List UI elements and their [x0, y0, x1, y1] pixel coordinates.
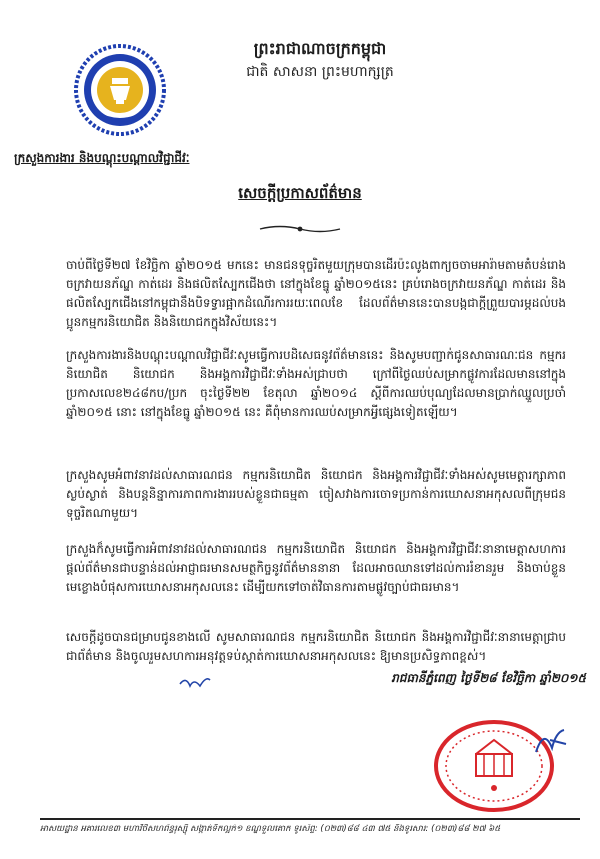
ministry-logo	[72, 42, 168, 138]
body-paragraph-4: ក្រសួងក៏សូមធ្វើការអំពាវនាវដល់សាធារណជន កម្មករនិយោជិត និយោជក និងអង្គការវិជ្ជាជីវៈនានាមេត្តាសហការផ្តល់ព័ត៌មានជាបន្ទាន់ដល់អាជ្ញាធរមានសមត្ថកិច្ចនូវព័ត៌មាននានា ដែលអាចឈានទៅដល់ការរំខានរួម និងចាប់ខ្លួនមេខ្លោងបំផុសការឃោសនាអកុសលនេះ ដើម្បីយកទៅចាត់វិធានការតាមផ្លូវច្បាប់ជាធរមាន។	[66, 542, 566, 594]
body-paragraph-1: ចាប់ពីថ្ងៃទី២៧ ខែវិច្ឆិកា ឆ្នាំ២០១៥ មកនេះ មានជនទុច្ចរិតមួយក្រុមបានដើរប៉ះលូងពាក្យចចាមអារ៉ាមតាមតំបន់រោងចក្រវាយនភ័ណ្ឌ កាត់ដេរ និងផលិតស្បែកជើងថា នៅក្នុងខែធ្នូ ឆ្នាំ២០១៥នេះ គ្រប់រោងចក្រវាយនភ័ណ្ឌ កាត់ដេរ និងផលិតស្បែកជើងនៅកម្ពុជានឹងបិទទ្វារផ្អាកដំណើរការរយៈពេលខែ ដែលព័ត៌មាននេះបានបង្កជាក្តីព្រួយបារម្ភដល់បងប្អូនកម្មករនិយោជិត និងនិយោជកក្នុងវិស័យនេះ។	[66, 258, 566, 329]
ministry-name: ក្រសួងការងារ និងបណ្តុះបណ្តាលវិជ្ជាជីវៈ	[14, 151, 190, 165]
body-paragraph-5: សេចក្តីដូចបានជម្រាបជូនខាងលើ សូមសាធារណជន កម្មករនិយោជិត និយោជក និងអង្គការវិជ្ជាជីវៈនានាមេត្តាជ្រាបជាព័ត៌មាន និងចូលរួមសហការអនុវត្តទប់ស្កាត់ការឃោសនាអកុសលនេះ ឱ្យមានប្រសិទ្ធភាពខ្ពស់។	[66, 630, 566, 663]
initial-mark-icon	[178, 674, 212, 692]
document-title: សេចក្តីប្រកាសព័ត៌មាន	[238, 184, 362, 202]
signature-icon	[530, 722, 570, 762]
footer-divider	[40, 818, 580, 820]
title-ornament-icon	[258, 222, 342, 236]
national-motto: ជាតិ សាសនា ព្រះមហាក្សត្រ	[246, 64, 394, 80]
body-paragraph-3: ក្រសួងសូមអំពាវនាវដល់សាធារណជន កម្មករនិយោជិត និយោជក និងអង្គការវិជ្ជាជីវៈទាំងអស់សូមមេត្តារក្សាភាពស្ងប់ស្ងាត់ និងបន្តនិន្នាការភាពការងាររបស់ខ្លួនជាធម្មតា ចៀសវាងការចោទប្រកាន់ការឃោសនាអកុសលពីក្រុមជនទុច្ចរិតណាមួយ។	[66, 468, 566, 520]
body-paragraph-2: ក្រសួងការងារនិងបណ្តុះបណ្តាលវិជ្ជាជីវៈសូមធ្វើការបដិសេធនូវព័ត៌មាននេះ និងសូមបញ្ជាក់ជូនសាធារណៈជន កម្មករនិយោជិត និយោជក និងអង្គការវិជ្ជាជីវៈទាំងអស់ជ្រាបថា ក្រៅពីថ្ងៃឈប់សម្រាកផ្លូវការដែលមាននៅក្នុងប្រកាសលេខ២៤៨កប/ប្រក ចុះថ្ងៃទី២២ ខែតុលា ឆ្នាំ២០១៤ ស្តីពីការឈប់បុណ្យដែលមានប្រាក់ឈ្នួលប្រចាំឆ្នាំ២០១៥ នោះ នៅក្នុងខែធ្នូ ឆ្នាំ២០១៥ នេះ គឺពុំមានការឈប់សម្រាកអ្វីផ្សេងទៀតឡើយ។	[66, 348, 566, 419]
date-line: រាជធានីភ្នំពេញ ថ្ងៃទី២៨ ខែវិច្ឆិកា ឆ្នាំ២០១៥	[391, 671, 586, 685]
footer-address: អាសយដ្ឋាន អគារលេខ៣ មហាវិថីសហព័ន្ធរុស្ស៊ី សង្កាត់ទឹកល្អក់១ ខណ្ឌទួលគោក ទូរស័ព្ទ: (០២៣)៨៨ ៤៣ ៧៥ និងទូរសារ: (០២៣)៨៨ ២៧ ៦៥	[40, 824, 501, 834]
kingdom-heading: ព្រះរាជាណាចក្រកម្ពុជា	[253, 39, 387, 58]
